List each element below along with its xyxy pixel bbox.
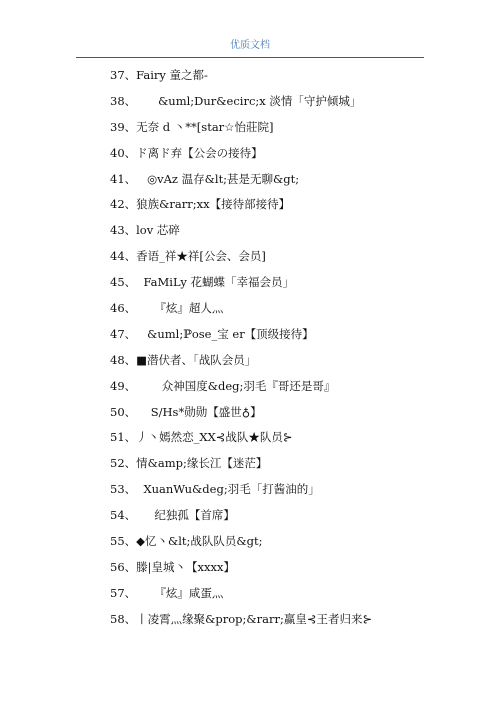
list-item: 45、 FaMiLy 花蝴蝶「幸福会员」 <box>110 275 295 290</box>
list-item: 44、香语_祥★祥[公会、会员] <box>110 249 266 264</box>
list-item: 48、■潜伏者、「战队会员」 <box>110 352 257 367</box>
header-divider <box>76 57 424 58</box>
list-item: 55、◆忆丶&lt;战队队员&gt; <box>110 534 263 549</box>
list-item: 42、狼族&rarr;xx【接待部接待】 <box>110 197 291 212</box>
list-item: 38、 &uml;Dur&ecirc;x 淡情「守护倾城」 <box>110 93 362 108</box>
list-item: 43、lov 芯碎 <box>110 223 180 238</box>
list-item: 40、ド离ド弃【公会の接待】 <box>110 145 263 160</box>
page-header: 优质文档 <box>230 40 270 51</box>
list-item: 57、 『炫』咸蛋灬 <box>110 585 224 600</box>
list-item: 58、丨凌霄灬缘聚&prop;&rarr;赢皇⊰王者归来⊱ <box>110 611 373 626</box>
list-item: 52、情&amp;缘长江【迷茫】 <box>110 456 268 471</box>
list-item: 37、Fairy 童之都- <box>110 68 208 82</box>
list-item: 56、滕|皇城丶【xxxx】 <box>110 559 235 574</box>
list-item: 50、 S/Hs*勋勋【盛世♁】 <box>110 404 262 419</box>
list-item: 49、 众神国度&deg;羽毛『哥还是哥』 <box>110 378 336 393</box>
list-item: 41、 ◎vAz 温存&lt;甚是无聊&gt; <box>110 171 300 186</box>
list-item: 53、 XuanWu&deg;羽毛「打酱油的」 <box>110 482 320 497</box>
list-item: 46、 『炫』超人灬 <box>110 301 224 316</box>
list-item: 51、丿丶嫣然恋_XX⊰战队★队员⊱ <box>110 430 293 445</box>
list-item: 54、 纪独孤【首席】 <box>110 508 235 523</box>
list-item: 47、 &uml;ℙose_宝 er【顶级接待】 <box>110 326 314 341</box>
entry-list <box>110 63 430 633</box>
list-item: 39、无奈 d 丶**[star☆怡莊院] <box>110 119 274 134</box>
